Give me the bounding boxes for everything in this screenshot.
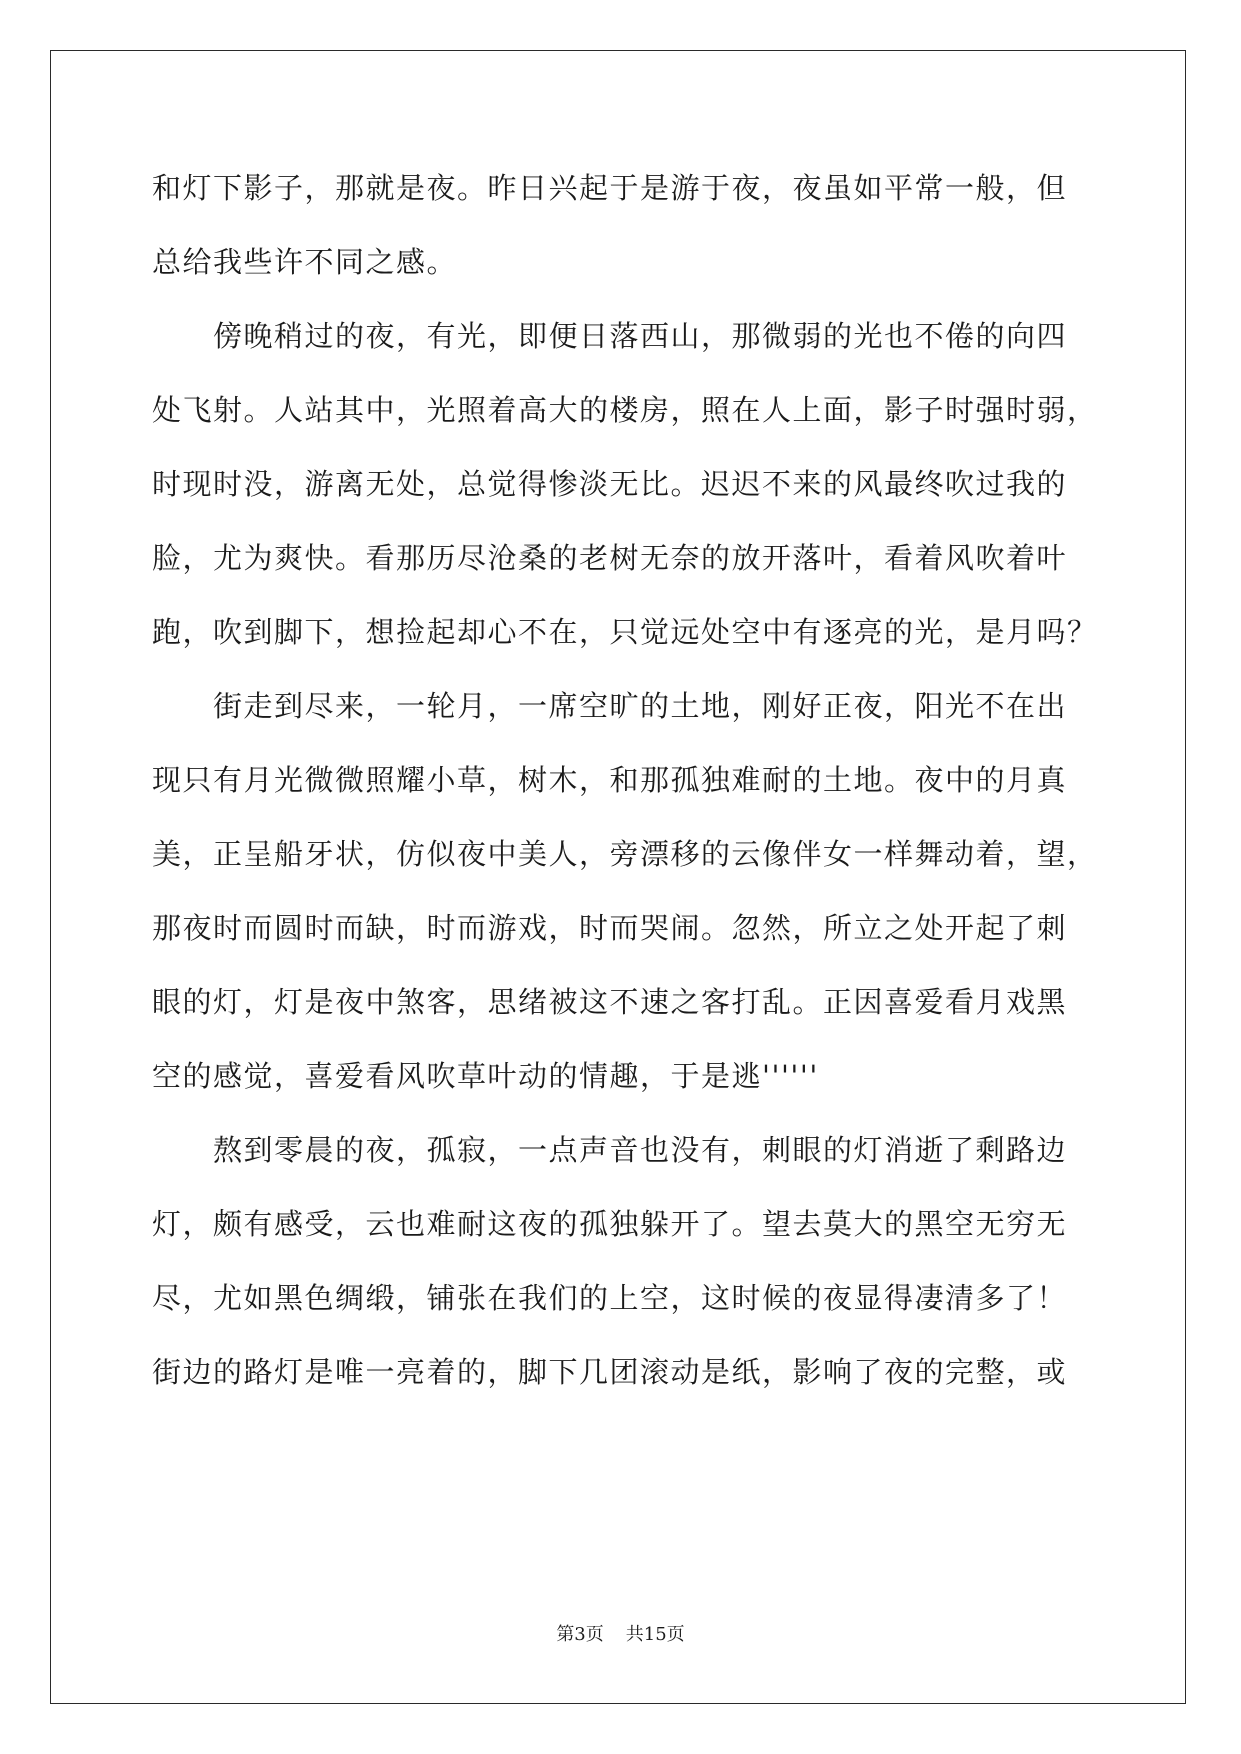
paragraph-start-line: 熬到零晨的夜，孤寂，一点声音也没有，刺眼的灯消逝了剩路边	[213, 1133, 1068, 1167]
text-line: 灯，颇有感受，云也难耐这夜的孤独躲开了。望去莫大的黑空无穷无	[152, 1207, 1068, 1241]
page-border	[50, 50, 1186, 1704]
page-footer	[0, 1620, 1241, 1646]
text-line: 街边的路灯是唯一亮着的，脚下几团滚动是纸，影响了夜的完整，或	[152, 1355, 1068, 1389]
text-line: 跑，吹到脚下，想捡起却心不在，只觉远处空中有逐亮的光，是月吗？	[152, 615, 1098, 649]
paragraph-start-line: 傍晚稍过的夜，有光，即便日落西山，那微弱的光也不倦的向四	[213, 319, 1068, 353]
text-line: 那夜时而圆时而缺，时而游戏，时而哭闹。忽然，所立之处开起了刺	[152, 911, 1068, 945]
page-number: 第3页	[556, 1624, 604, 1645]
text-line: 空的感觉，喜爱看风吹草叶动的情趣，于是逃''''''	[152, 1059, 819, 1093]
page-total: 共15页	[625, 1624, 685, 1645]
text-line: 处飞射。人站其中，光照着高大的楼房，照在人上面，影子时强时弱，	[152, 393, 1098, 427]
text-line: 美，正呈船牙状，仿似夜中美人，旁漂移的云像伴女一样舞动着，望，	[152, 837, 1098, 871]
text-line: 眼的灯，灯是夜中煞客，思绪被这不速之客打乱。正因喜爱看月戏黑	[152, 985, 1068, 1019]
text-line: 时现时没，游离无处，总觉得惨淡无比。迟迟不来的风最终吹过我的	[152, 467, 1068, 501]
text-line: 现只有月光微微照耀小草，树木，和那孤独难耐的土地。夜中的月真	[152, 763, 1068, 797]
text-line: 和灯下影子，那就是夜。昨日兴起于是游于夜，夜虽如平常一般，但	[152, 171, 1068, 205]
text-line: 尽，尤如黑色绸缎，铺张在我们的上空，这时候的夜显得凄清多了！	[152, 1281, 1068, 1315]
paragraph-start-line: 街走到尽来，一轮月，一席空旷的土地，刚好正夜，阳光不在出	[213, 689, 1068, 723]
text-line: 脸，尤为爽快。看那历尽沧桑的老树无奈的放开落叶，看着风吹着叶	[152, 541, 1068, 575]
text-line: 总给我些许不同之感。	[152, 245, 458, 279]
